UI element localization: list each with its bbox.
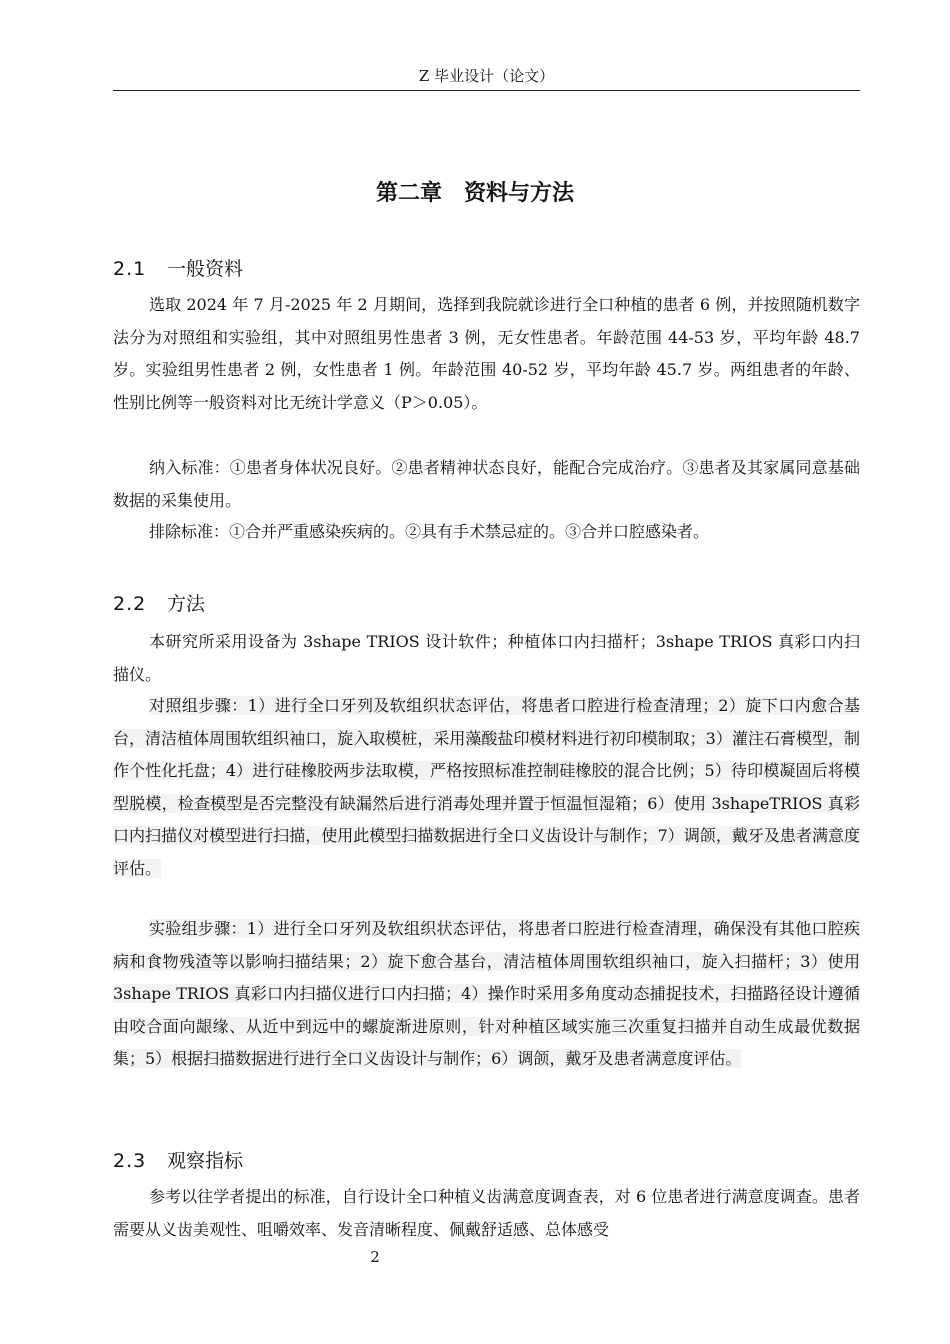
chapter-title	[0, 176, 950, 207]
paragraph-inclusion-criteria: 纳入标准：①患者身体状况良好。②患者精神状态良好，能配合完成治疗。③患者及其家属同意基础数据的采集使用。	[113, 458, 860, 510]
highlighted-text: 对照组步骤：1）进行全口牙列及软组织状态评估，将患者口腔进行检查清理；2）旋下口内愈合基台，清洁植体周围软组织袖口，旋入取模桩，采用藻酸盐印模材料进行初印模制取；3）灌注石膏模型，制作个性化托盘；4）进行硅橡胶两步法取模，严格按照标准控制硅橡胶的混合比例；5）待印模凝固后将模型脱模，检查模型是否完整没有缺漏然后进行消毒处理并置于恒温恒湿箱；6）使用 3shapeTRIOS 真彩口内扫描仪对模型进行扫描，使用此模型扫描数据进行全口义齿设计与制作；7）调颌，戴牙及患者满意度评估。	[113, 696, 860, 878]
page-number: 2	[370, 1248, 380, 1266]
chapter-number: 第二章	[375, 181, 442, 206]
header-text: Z 毕业设计（论文）	[418, 67, 555, 85]
section-number: 2.2	[113, 593, 147, 615]
section-number: 2.1	[113, 258, 147, 280]
paragraph-equipment: 本研究所采用设备为 3shape TRIOS 设计软件；种植体口内扫描杆；3shape TRIOS 真彩口内扫描仪。	[113, 632, 860, 684]
paragraph-general-info: 选取 2024 年 7 月-2025 年 2 月期间，选择到我院就诊进行全口种植的患者 6 例，并按照随机数字法分为对照组和实验组，其中对照组男性患者 3 例，无女性患者。年龄范围 44-53 岁，平均年龄 48.7 岁。实验组男性患者 2 例，女性患者 1 例。年龄范围 40-52 岁，平均年龄 45.7 岁。两组患者的年龄、性别比例等一般资料对比无统计学意义（P＞0.05）。	[113, 295, 860, 412]
section-heading-2-1	[113, 254, 243, 281]
highlighted-text: 实验组步骤：1）进行全口牙列及软组织状态评估，将患者口腔进行检查清理，确保没有其他口腔疾病和食物残渣等以影响扫描结果；2）旋下愈合基台，清洁植体周围软组织袖口，旋入扫描杆；3）使用 3shape TRIOS 真彩口内扫描仪进行口内扫描；4）操作时采用多角度动态捕捉技术，扫描路径设计遵循由咬合面向龈缘、从近中到远中的螺旋渐进原则，针对种植区域实施三次重复扫描并自动生成最优数据集；5）根据扫描数据进行进行全口义齿设计与制作；6）调颌，戴牙及患者满意度评估。	[113, 919, 860, 1068]
section-number: 2.3	[113, 1150, 147, 1172]
paragraph-control-group-steps	[113, 690, 860, 885]
paragraph-exclusion-criteria: 排除标准：①合并严重感染疾病的。②具有手术禁忌症的。③合并口腔感染者。	[149, 522, 710, 541]
paragraph-experimental-group-steps	[113, 913, 860, 1076]
section-heading-2-2	[113, 589, 205, 616]
section-heading-2-3	[113, 1146, 243, 1173]
page-header	[113, 62, 860, 91]
chapter-name: 资料与方法	[464, 181, 575, 206]
paragraph-observation-indicators: 参考以往学者提出的标准，自行设计全口种植义齿满意度调查表，对 6 位患者进行满意度调查。患者需要从义齿美观性、咀嚼效率、发音清晰程度、佩戴舒适感、总体感受	[113, 1187, 860, 1239]
section-title-text: 方法	[167, 593, 206, 615]
section-title-text: 一般资料	[167, 258, 244, 280]
section-title-text: 观察指标	[167, 1150, 244, 1172]
